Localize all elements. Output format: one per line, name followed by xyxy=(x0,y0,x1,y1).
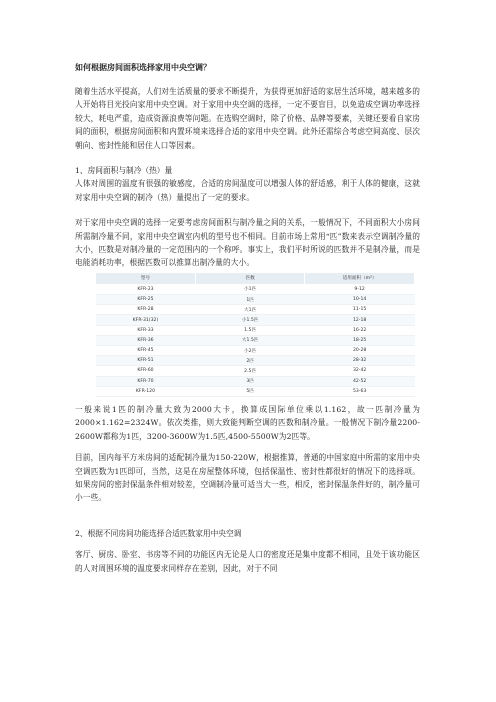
table-header-row xyxy=(96,272,415,284)
capacity-table xyxy=(95,272,415,397)
table-cell: KFR-25 xyxy=(96,295,196,305)
table-row xyxy=(96,284,415,294)
table-row xyxy=(96,376,415,386)
table-cell: 小2匹 xyxy=(195,346,304,356)
table-cell: 12-18 xyxy=(305,315,415,325)
table-row xyxy=(96,356,415,366)
table-cell: 9-12 xyxy=(305,284,415,294)
table-header-hp: 匹数 xyxy=(195,272,304,284)
table-cell: KFR-120 xyxy=(96,386,196,396)
table-row xyxy=(96,295,415,305)
table-cell: KFR-33 xyxy=(96,325,196,335)
table-cell: KFR-70 xyxy=(96,376,196,386)
table-cell: 53-63 xyxy=(305,386,415,396)
table-cell: KFR-60 xyxy=(96,366,196,376)
table-cell: KFR-31(32) xyxy=(96,315,196,325)
section-1-paragraph-1: 人体对周围的温度有很强的敏感度，合适的房间温度可以增强人体的舒适感，利于人体的健康，这就对家用中央空调的制冷（热）量提出了一定的要求。 xyxy=(75,179,420,202)
section-1-heading: 1、房间面积与制冷（热）量 xyxy=(75,166,173,176)
table-cell: 18-25 xyxy=(305,335,415,345)
table-cell: 大1匹 xyxy=(195,305,304,315)
table-cell: 小1.5匹 xyxy=(195,315,304,325)
table-cell: 10-14 xyxy=(305,295,415,305)
table-cell: KFR-23 xyxy=(96,284,196,294)
table-cell: KFR-45 xyxy=(96,346,196,356)
table-row xyxy=(96,315,415,325)
table-header-model: 型号 xyxy=(96,272,196,284)
section-2-paragraph-1: 客厅、厨房、卧室、书房等不同的功能区内无论是人口的密度还是集中度都不相同，且处于该功能区的人对周围环境的温度要求同样存在差别，因此，对于不同 xyxy=(75,550,420,573)
table-cell: 小1匹 xyxy=(195,284,304,294)
table-header-area: 适用面积（m²） xyxy=(305,272,415,284)
table-cell: 大1.5匹 xyxy=(195,335,304,345)
table-cell: 42-52 xyxy=(305,376,415,386)
table-cell: KFR-36 xyxy=(96,335,196,345)
table-cell: 2.5匹 xyxy=(195,366,304,376)
document-body xyxy=(75,62,420,575)
table-row xyxy=(96,346,415,356)
table-cell: 5匹 xyxy=(195,386,304,396)
table-row xyxy=(96,386,415,396)
table-cell: 1.5匹 xyxy=(195,325,304,335)
table-cell: 32-42 xyxy=(305,366,415,376)
page-title: 如何根据房间面积选择家用中央空调？ xyxy=(75,63,211,72)
table-cell: 20-28 xyxy=(305,346,415,356)
section-1-paragraph-2: 对于家用中央空调的选择一定要考虑房间面积与制冷量之间的关系，一般情况下，不同面积大小房间所需制冷量不同，家用中央空调室内机的型号也不相同。目前市场上常用“匹”数来表示空调制冷量的大小，匹数是对制冷量的一定范围内的一个称呼。事实上，我们平时所说的匹数并不是制冷量，而是电能消耗功率，根据匹数可以推算出制冷量的大小。 xyxy=(75,218,420,268)
section-2-heading: 2、根据不同房间功能选择合适匹数家用中央空调 xyxy=(75,528,242,538)
table-row xyxy=(96,305,415,315)
table-cell: 1匹 xyxy=(195,295,304,305)
table-row xyxy=(96,335,415,345)
section-1-paragraph-3: 一般来说1匹的制冷量大致为2000大卡，换算成国际单位乘以1.162，故一匹制冷量为2000×1.162=2324W。依次类推，则大致能判断空调的匹数和制冷量。一般情况下制冷量2200-2600W都称为1匹，3200-3600W为1.5匹,4500-5500W为2匹等。 xyxy=(75,404,420,441)
section-1-paragraph-4: 目前，国内每平方米房间的适配制冷量为150-220W，根据推算，普通的中国家庭中所需的家用中央空调匹数为1匹即可，当然，这是在房屋整体环境，包括保温性、密封性都很好的情况下的选择项。如果房间的密封保温条件相对较差，空调制冷量可适当大一些，相反，密封保温条件好的，制冷量可小一些。 xyxy=(75,453,420,503)
table-row xyxy=(96,325,415,335)
table-cell: 11-15 xyxy=(305,305,415,315)
table-cell: 28-32 xyxy=(305,356,415,366)
table-row xyxy=(96,366,415,376)
intro-paragraph: 随着生活水平提高，人们对生活质量的要求不断提升，为获得更加舒适的家居生活环境，越来越多的人开始将目光投向家用中央空调。对于家用中央空调的选择，一定不要盲目，以免造成空调功率选择较大，耗电严重，造成资源浪费等问题。在选购空调时，除了价格、品牌等要素，关键还要看自家房间的面积，根据房间面积和内置环境来选择合适的家用中央空调。此外还需综合考虑空间高度、层次朝向、密封性能和居住人口等因素。 xyxy=(75,87,420,150)
table-cell: 16-22 xyxy=(305,325,415,335)
table-cell: 3匹 xyxy=(195,376,304,386)
table-cell: KFR-51 xyxy=(96,356,196,366)
table-cell: 2匹 xyxy=(195,356,304,366)
table-cell: KFR-28 xyxy=(96,305,196,315)
